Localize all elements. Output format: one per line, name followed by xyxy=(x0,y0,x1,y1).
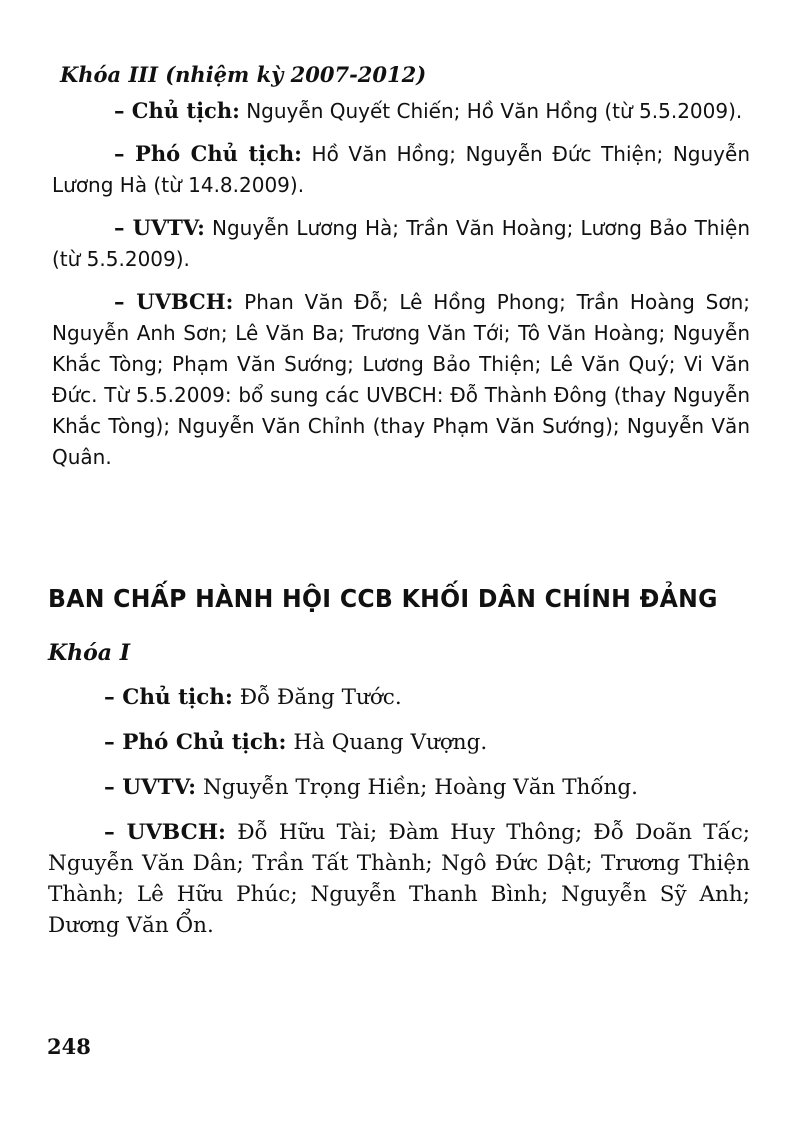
vice-chairman-label: – Phó Chủ tịch: xyxy=(114,141,302,166)
uvbch-label-2: – UVBCH: xyxy=(104,820,226,845)
uvbch-paragraph xyxy=(52,286,750,473)
vice-chairman-label-2: – Phó Chủ tịch: xyxy=(104,730,287,755)
uvbch-text-2: Đỗ Hữu Tài; Đàm Huy Thông; Đỗ Doãn Tấc; Nguyễn Văn Dân; Trần Tất Thành; Ngô Đức Dật; Trương Thiện Thành; Lê Hữu Phúc; Nguyễn Thanh Bình; Nguyễn Sỹ Anh; Dương Văn Ổn. xyxy=(48,820,750,938)
uvbch-label: – UVBCH: xyxy=(114,289,234,314)
page-number: 248 xyxy=(47,1034,91,1059)
uvtv-label: – UVTV: xyxy=(114,215,205,240)
uvtv-paragraph xyxy=(52,212,750,275)
chairman-label-2: – Chủ tịch: xyxy=(104,685,233,710)
uvbch-text: Phan Văn Đỗ; Lê Hồng Phong; Trần Hoàng Sơn; Nguyễn Anh Sơn; Lê Văn Ba; Trương Văn Tới; Tô Văn Hoàng; Nguyễn Khắc Tòng; Phạm Văn Sướng; Lương Bảo Thiện; Lê Văn Quý; Vi Văn Đức. Từ 5.5.2009: bổ sung các UVBCH: Đỗ Thành Đông (thay Nguyễn Khắc Tòng); Nguyễn Văn Chỉnh (thay Phạm Văn Sướng); Nguyễn Văn Quân. xyxy=(52,290,750,469)
vice-chairman-paragraph xyxy=(52,138,750,201)
uvbch-paragraph-2 xyxy=(48,817,750,941)
vice-chairman-text: Hồ Văn Hồng; Nguyễn Đức Thiện; Nguyễn Lương Hà (từ 14.8.2009). xyxy=(52,142,750,197)
uvtv-label-2: – UVTV: xyxy=(104,775,197,800)
section-ccb-khoi-dan-chinh-dang xyxy=(48,584,750,941)
vice-chairman-paragraph-2 xyxy=(48,727,750,758)
chairman-paragraph-2 xyxy=(48,682,750,713)
chairman-text: Nguyễn Quyết Chiến; Hồ Văn Hồng (từ 5.5.2009). xyxy=(239,99,743,123)
section-khoa-iii xyxy=(52,62,750,473)
chairman-text-2: Đỗ Đăng Tước. xyxy=(232,685,402,710)
uvtv-text-2: Nguyễn Trọng Hiền; Hoàng Văn Thống. xyxy=(196,775,638,800)
uvtv-paragraph-2 xyxy=(48,772,750,803)
vice-chairman-text-2: Hà Quang Vượng. xyxy=(286,730,488,755)
chairman-label: – Chủ tịch: xyxy=(114,98,240,123)
term-heading-khoa-i: Khóa I xyxy=(48,640,130,666)
chairman-paragraph xyxy=(52,95,750,127)
section-title: BAN CHẤP HÀNH HỘI CCB KHỐI DÂN CHÍNH ĐẢNG xyxy=(48,584,718,613)
uvtv-text: Nguyễn Lương Hà; Trần Văn Hoàng; Lương Bảo Thiện (từ 5.5.2009). xyxy=(52,216,750,271)
term-heading: Khóa III (nhiệm kỳ 2007-2012) xyxy=(60,62,427,87)
